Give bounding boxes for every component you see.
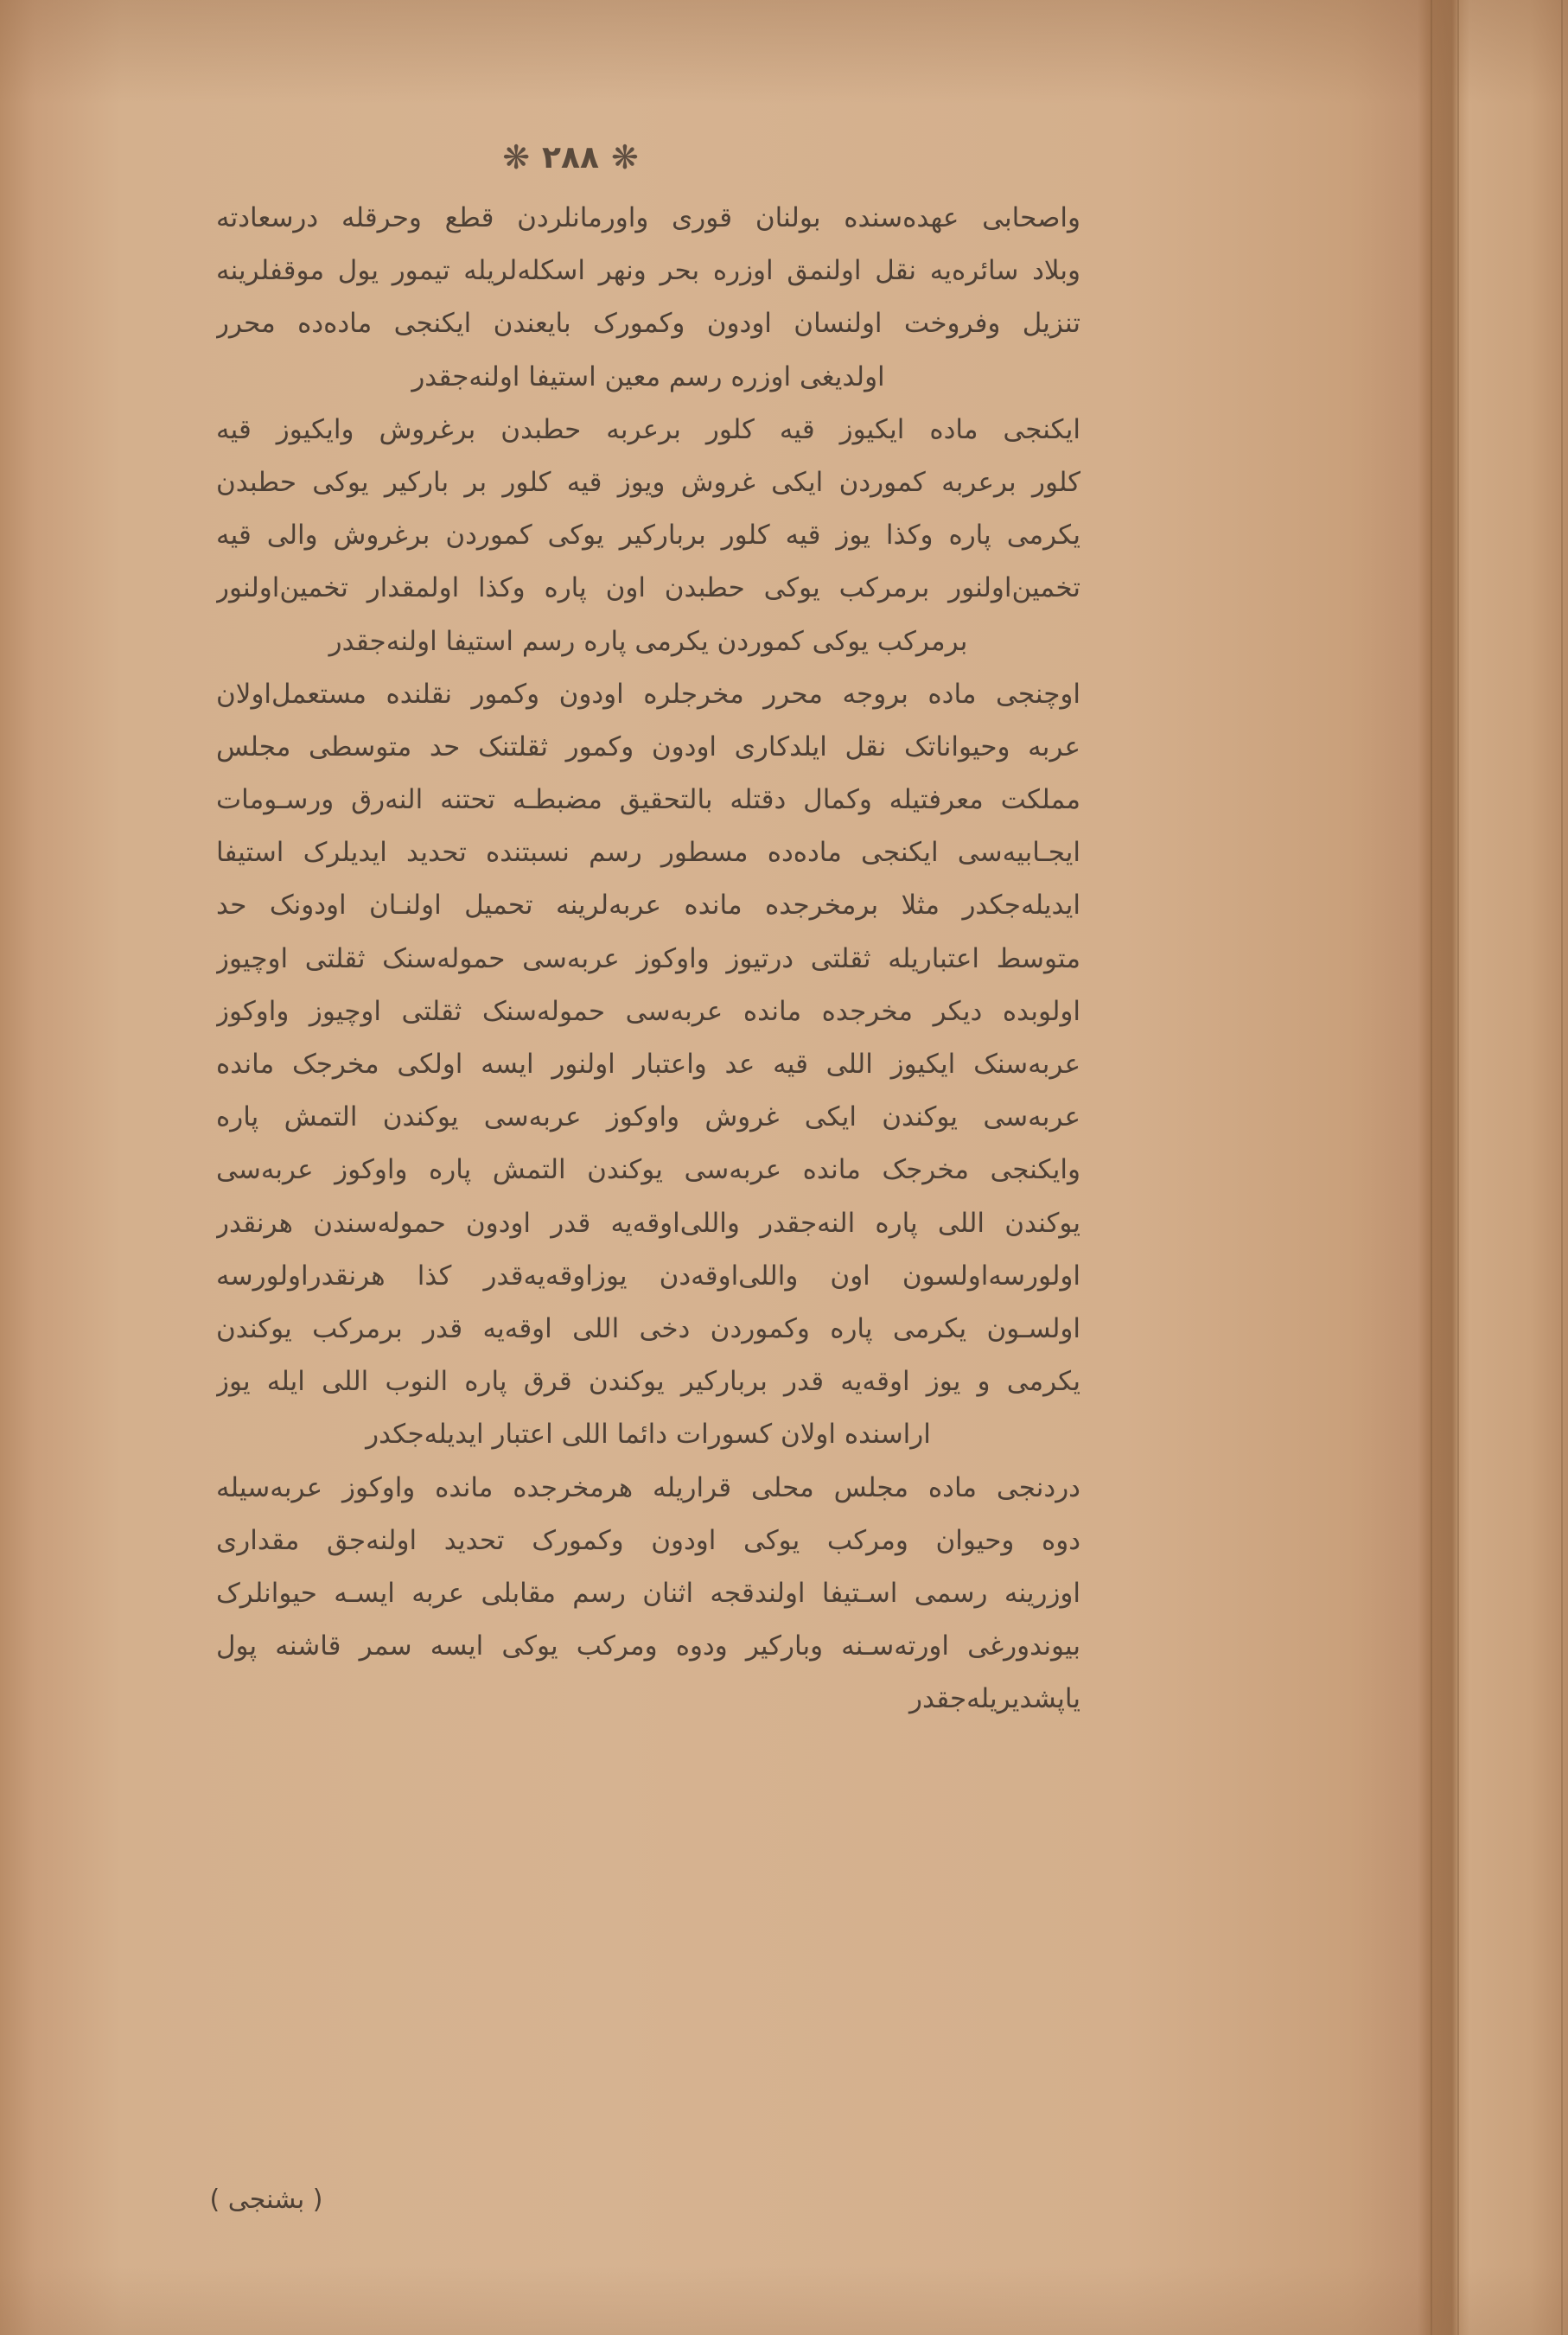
text-line: اولوبده دیکر مخرجده مانده عربه‌سی حموله‌سنک ثقلتی اوچیوز واوکوز	[216, 995, 1080, 1027]
article-2-heading-line: ایکنجی ماده ایکیوز قیه کلور برعربه حطبدن برغروش وایکیوز قیه	[216, 413, 1080, 445]
flower-ornament-icon: ❋	[502, 138, 531, 176]
article-3-heading-line: اوچنجی ماده بروجه محرر مخرجلره اودون وکمور نقلنده مستعمل‌اولان	[216, 678, 1080, 710]
text-line: عربه‌سی یوکندن ایکی غروش واوکوز عربه‌سی یوکندن التمش پاره	[216, 1101, 1080, 1133]
text-line: عربه‌سنک ایکیوز اللی قیه عد واعتبار اولنور ایسه اولکی مخرجک مانده	[216, 1049, 1080, 1080]
text-line: تنزیل وفروخت اولنسان اودون وکمورک بایعندن ایکنجی ماده‌ده محرر	[216, 308, 1080, 340]
text-line: یاپشدیریله‌جقدر	[909, 1683, 1080, 1715]
text-line: اولدیغی اوزره رسم معین استیفا اولنه‌جقدر	[411, 360, 885, 392]
page-header	[484, 131, 657, 183]
gutter-line	[1457, 0, 1459, 2335]
article-4-heading-line: دردنجی ماده مجلس محلی قراریله هرمخرجده مانده واوکوز عربه‌سیله	[216, 1471, 1080, 1503]
catchword: ( بشنجی )	[209, 2185, 323, 2215]
flower-ornament-icon: ❋	[610, 138, 639, 176]
text-line: اولسـون یکرمی پاره وکموردن دخی اللی اوقه‌یه قدر برمرکب یوکندن	[216, 1312, 1080, 1344]
text-line: یوکندن اللی پاره النه‌جقدر واللی‌اوقه‌یه قدر اودون حموله‌سندن هرنقدر	[216, 1207, 1080, 1239]
text-line: دوه وحیوان ومرکب یوکی اودون وکمورک تحدید اولنه‌جق مقداری	[216, 1524, 1080, 1556]
page-edge-line	[1561, 0, 1563, 2335]
text-line: بیوندورغی اورته‌سـنه وبارکیر ودوه ومرکب یوکی ایسه سمر قاشنه پول	[216, 1630, 1080, 1662]
text-line: عربه وحیواناتک نقل ایلدکاری اودون وکمور ثقلتنک حد متوسطی مجلس	[216, 730, 1080, 762]
text-line: اراسنده اولان کسورات دائما اللی اعتبار ایدیله‌جکدر	[366, 1419, 931, 1451]
text-line: واصحابی عهده‌سنده بولنان قوری واورمانلردن قطع وحرقله درسعادته	[216, 202, 1080, 233]
page-number: ٢٨٨	[542, 139, 599, 175]
gutter-line	[1431, 0, 1432, 2335]
text-line: ایجـابیه‌سی ایکنجی ماده‌ده مسطور رسم نسبتنده تحدید ایدیلرک استیفا	[216, 837, 1080, 869]
text-line: اوزرینه رسمی اسـتیفا اولندقجه اثنان رسم مقابلی عربه ایسـه حیوانلرک	[216, 1577, 1080, 1609]
text-line: وایکنجی مخرجک مانده عربه‌سی یوکندن التمش پاره واوکوز عربه‌سی	[216, 1154, 1080, 1186]
text-line: وبلاد سائره‌یه نقل اولنمق اوزره بحر ونهر اسکله‌لریله تیمور یول موقفلرینه	[216, 255, 1080, 287]
text-line: کلور برعربه کموردن ایکی غروش ویوز قیه کلور بر بارکیر یوکی حطبدن	[216, 466, 1080, 498]
text-line: یکرمی پاره وکذا یوز قیه کلور بربارکیر یوکی کموردن برغروش والی قیه	[216, 520, 1080, 552]
text-line: مملکت معرفتیله وکمال دقتله بالتحقیق مضبطـه تحتنه النه‌رق ورسـومات	[216, 784, 1080, 816]
body-text	[216, 192, 1080, 1726]
text-line: ایدیله‌جکدر مثلا برمخرجده مانده عربه‌لرینه تحمیل اولنـان اودونک حد	[216, 890, 1080, 922]
text-line: تخمین‌اولنور برمرکب یوکی حطبدن اون پاره وکذا اولمقدار تخمین‌اولنور	[216, 572, 1080, 604]
text-line: اولورسه‌اولسون اون واللی‌اوقه‌دن یوزاوقه‌یه‌قدر کذا هرنقدراولورسه	[216, 1260, 1080, 1292]
text-line: متوسط اعتباریله ثقلتی درتیوز واوکوز عربه‌سی حموله‌سنک ثقلتی اوچیوز	[216, 942, 1080, 974]
text-line: برمرکب یوکی کموردن یکرمی پاره رسم استیفا اولنه‌جقدر	[328, 625, 968, 657]
text-line: یکرمی و یوز اوقه‌یه قدر بربارکیر یوکندن قرق پاره النوب اللی ایله یوز	[216, 1366, 1080, 1398]
